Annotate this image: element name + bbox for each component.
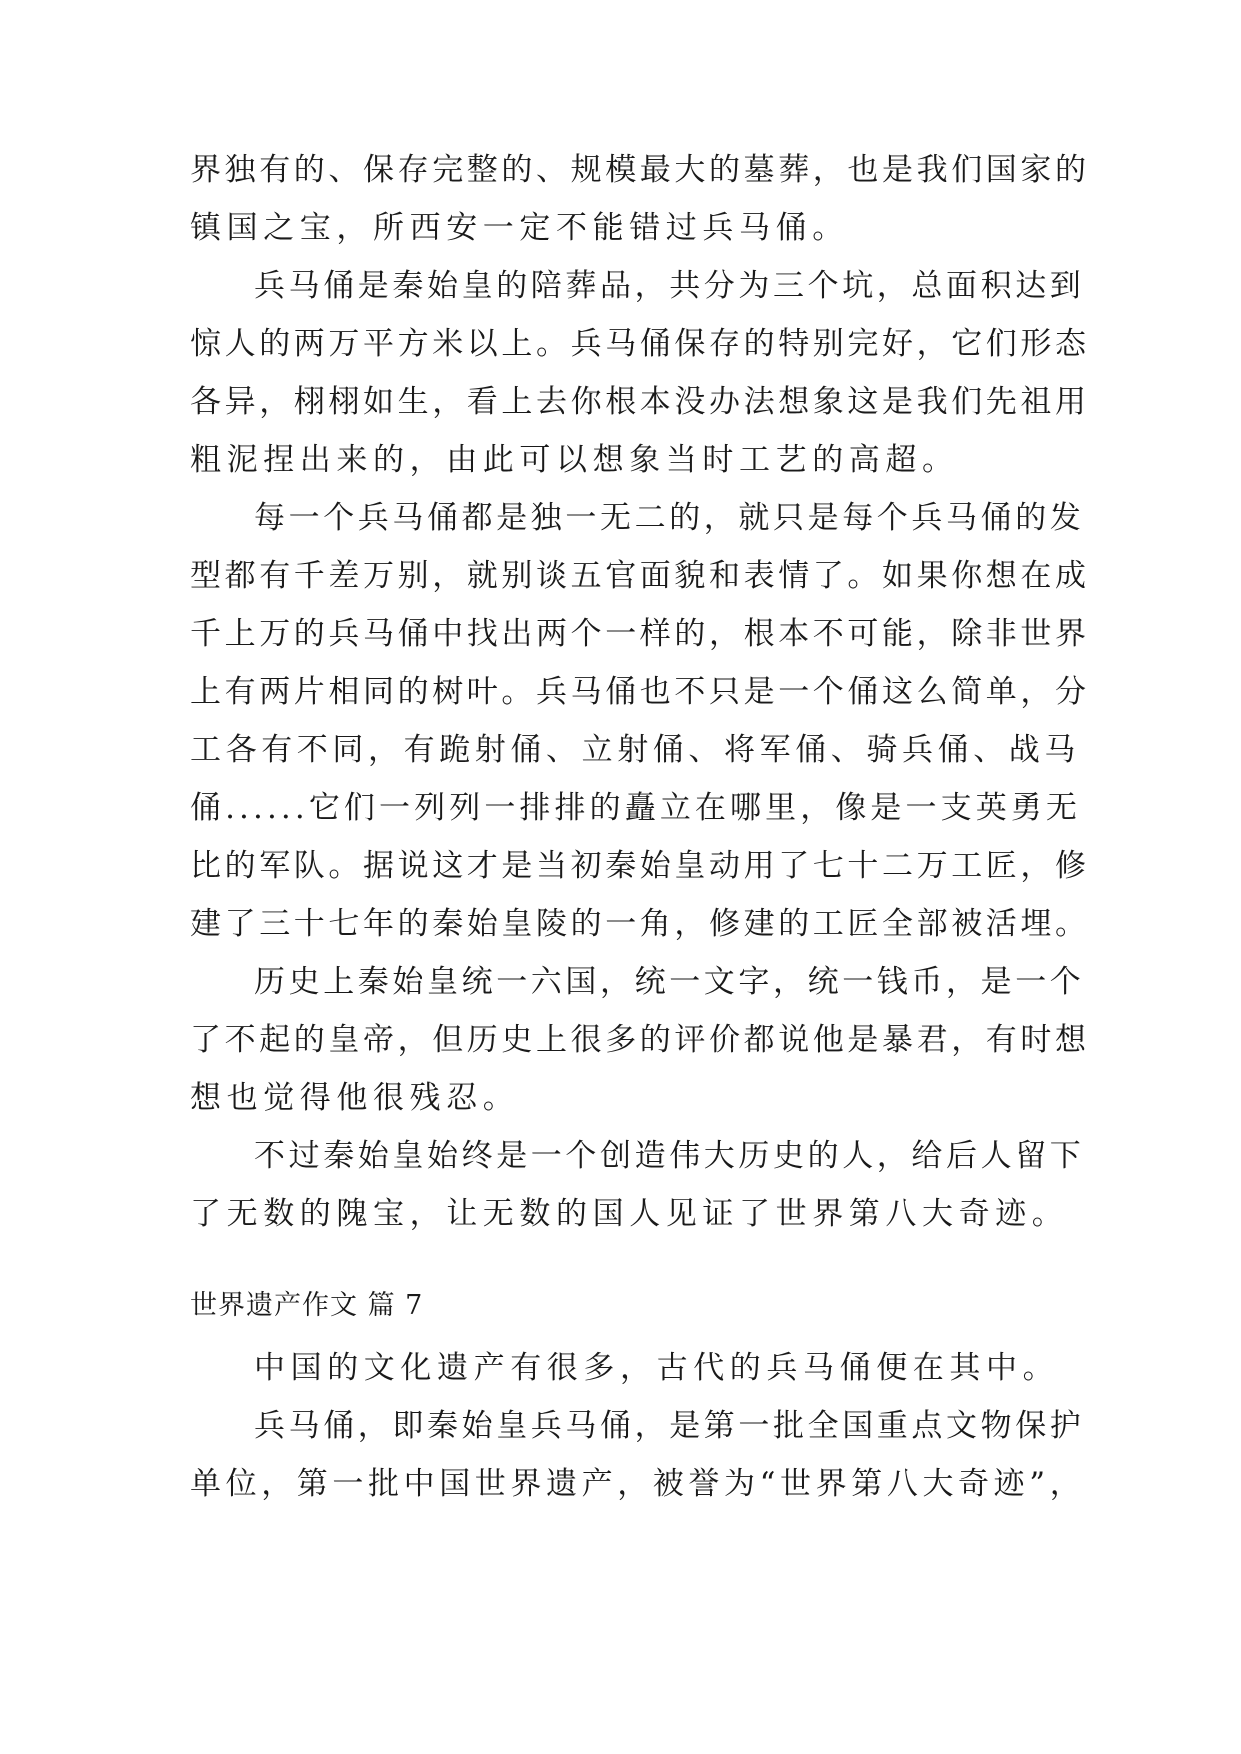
paragraph-line: 兵马俑，即秦始皇兵马俑，是第一批全国重点文物保护 <box>254 1408 1085 1444</box>
paragraph-line: 单位，第一批中国世界遗产，被誉为“世界第八大奇迹”， <box>190 1466 1086 1502</box>
paragraph-line: 界独有的、保存完整的、规模最大的墓葬，也是我们国家的 <box>190 152 1090 188</box>
paragraph-line: 粗泥捏出来的，由此可以想象当时工艺的高超。 <box>190 442 959 478</box>
paragraph-line: 每一个兵马俑都是独一无二的，就只是每个兵马俑的发 <box>254 500 1085 536</box>
section-heading: 世界遗产作文 篇 7 <box>190 1290 424 1321</box>
paragraph-line: 镇国之宝，所西安一定不能错过兵马俑。 <box>190 210 849 246</box>
paragraph-line: 兵马俑是秦始皇的陪葬品，共分为三个坑，总面积达到 <box>254 268 1085 304</box>
paragraph-line: 俑......它们一列列一排排的矗立在哪里，像是一支英勇无 <box>190 790 1082 826</box>
paragraph-line: 千上万的兵马俑中找出两个一样的，根本不可能，除非世界 <box>190 616 1090 652</box>
paragraph-line: 中国的文化遗产有很多，古代的兵马俑便在其中。 <box>254 1350 1060 1386</box>
paragraph-line: 历史上秦始皇统一六国，统一文字，统一钱币，是一个 <box>254 964 1085 1000</box>
paragraph-line: 比的军队。据说这才是当初秦始皇动用了七十二万工匠，修 <box>190 848 1090 884</box>
paragraph-line: 上有两片相同的树叶。兵马俑也不只是一个俑这么简单，分 <box>190 674 1090 710</box>
paragraph-line: 了无数的隗宝，让无数的国人见证了世界第八大奇迹。 <box>190 1196 1069 1232</box>
paragraph-line: 不过秦始皇始终是一个创造伟大历史的人，给后人留下 <box>254 1138 1085 1174</box>
paragraph-line: 型都有千差万别，就别谈五官面貌和表情了。如果你想在成 <box>190 558 1090 594</box>
paragraph-line: 了不起的皇帝，但历史上很多的评价都说他是暴君，有时想 <box>190 1022 1090 1058</box>
paragraph-line: 惊人的两万平方米以上。兵马俑保存的特别完好，它们形态 <box>190 326 1090 362</box>
paragraph-line: 各异，栩栩如生，看上去你根本没办法想象这是我们先祖用 <box>190 384 1090 420</box>
paragraph-line: 想也觉得他很残忍。 <box>190 1080 520 1116</box>
paragraph-line: 工各有不同，有跪射俑、立射俑、将军俑、骑兵俑、战马 <box>190 732 1080 768</box>
paragraph-line: 建了三十七年的秦始皇陵的一角，修建的工匠全部被活埋。 <box>190 906 1090 942</box>
